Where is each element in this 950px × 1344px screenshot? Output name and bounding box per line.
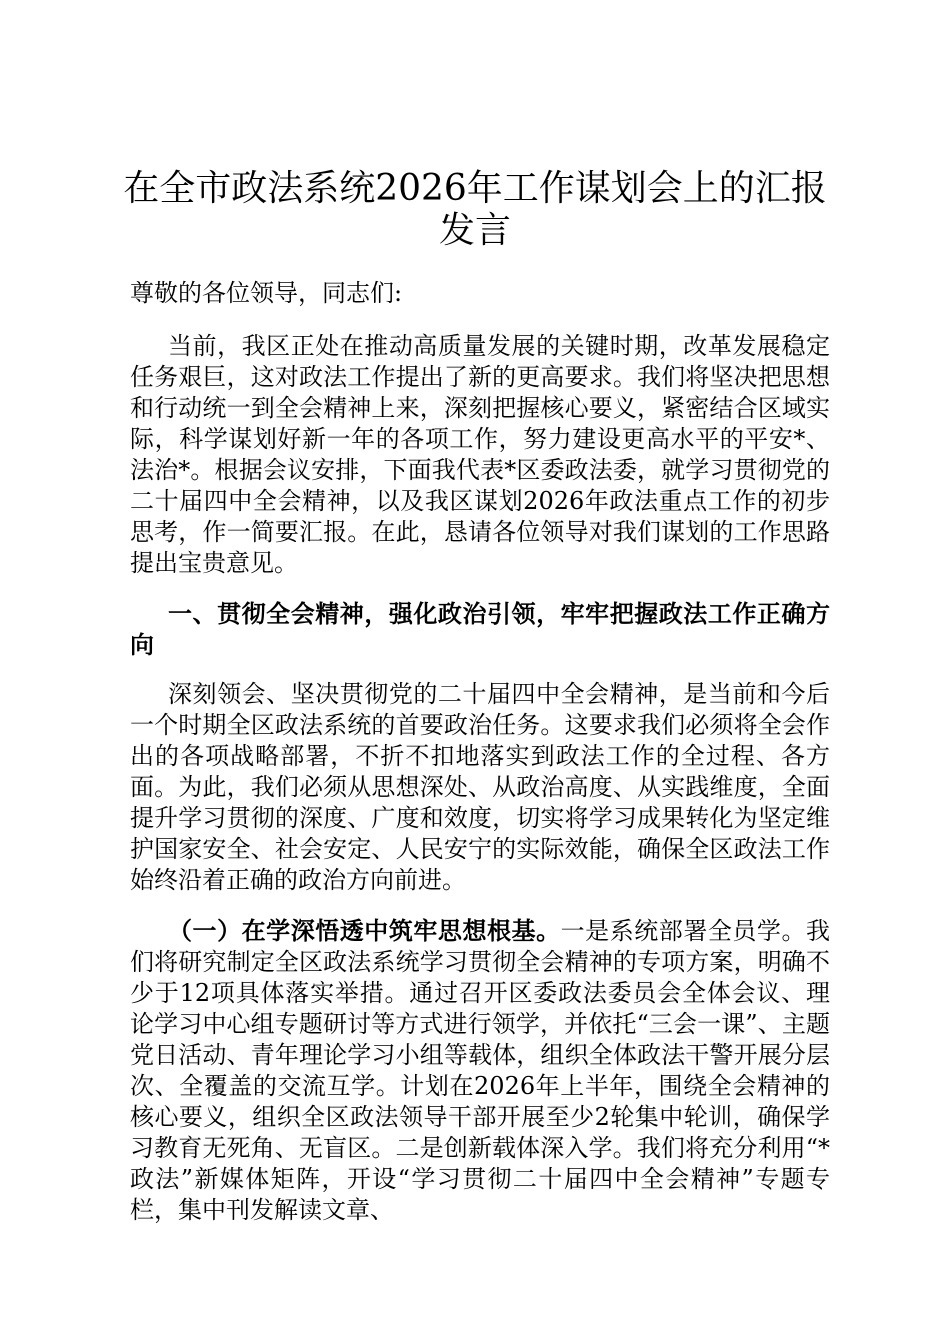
subsection-1-body: 一是系统部署全员学。我们将研究制定全区政法系统学习贯彻全会精神的专项方案，明确不少于12项具体落实举措。通过召开区委政法委员会全体会议、理论学习中心组专题研讨等方式进行领学，并依托“三会一课”、主题党日活动、青年理论学习小组等载体，组织全体政法干警开展分层次、全覆盖的交流互学。计划在2026年上半年，围绕全会精神的核心要义，组织全区政法领导干部开展至少2轮集中轮训，确保学习教育无死角、无盲区。二是创新载体深入学。我们将充分利用“*政法”新媒体矩阵，开设“学习贯彻二十届四中全会精神”专题专栏，集中刊发解读文章、 bbox=[130, 917, 831, 1224]
subsection-1-paragraph bbox=[130, 915, 830, 1226]
document-title: 在全市政法系统2026年工作谋划会上的汇报发言 bbox=[123, 168, 827, 251]
subsection-1-heading: （一）在学深悟透中筑牢思想根基。 bbox=[168, 916, 561, 945]
paragraph-intro: 当前，我区正处在推动高质量发展的关键时期，改革发展稳定任务艰巨，这对政法工作提出了新的更高要求。我们将坚决把思想和行动统一到全会精神上来，深刻把握核心要义，紧密结合区域实际，科学谋划好新一年的各项工作，努力建设更高水平的平安*、法治*。根据会议安排，下面我代表*区委政法委，就学习贯彻党的二十届四中全会精神，以及我区谋划2026年政法重点工作的初步思考，作一简要汇报。在此，恳请各位领导对我们谋划的工作思路提出宝贵意见。 bbox=[130, 332, 830, 577]
document-body bbox=[130, 278, 830, 1226]
salutation: 尊敬的各位领导，同志们: bbox=[130, 279, 403, 307]
section-1-heading: 一、贯彻全会精神，强化政治引领，牢牢把握政法工作正确方向 bbox=[130, 599, 830, 659]
paragraph-section-1: 深刻领会、坚决贯彻党的二十届四中全会精神，是当前和今后一个时期全区政法系统的首要政治任务。这要求我们必须将全会作出的各项战略部署，不折不扣地落实到政法工作的全过程、各方面。为此，我们必须从思想深处、从政治高度、从实践维度，全面提升学习贯彻的深度、广度和效度，切实将学习成果转化为坚定维护国家安全、社会安定、人民安宁的实际效能，确保全区政法工作始终沿着正确的政治方向前进。 bbox=[130, 680, 830, 894]
